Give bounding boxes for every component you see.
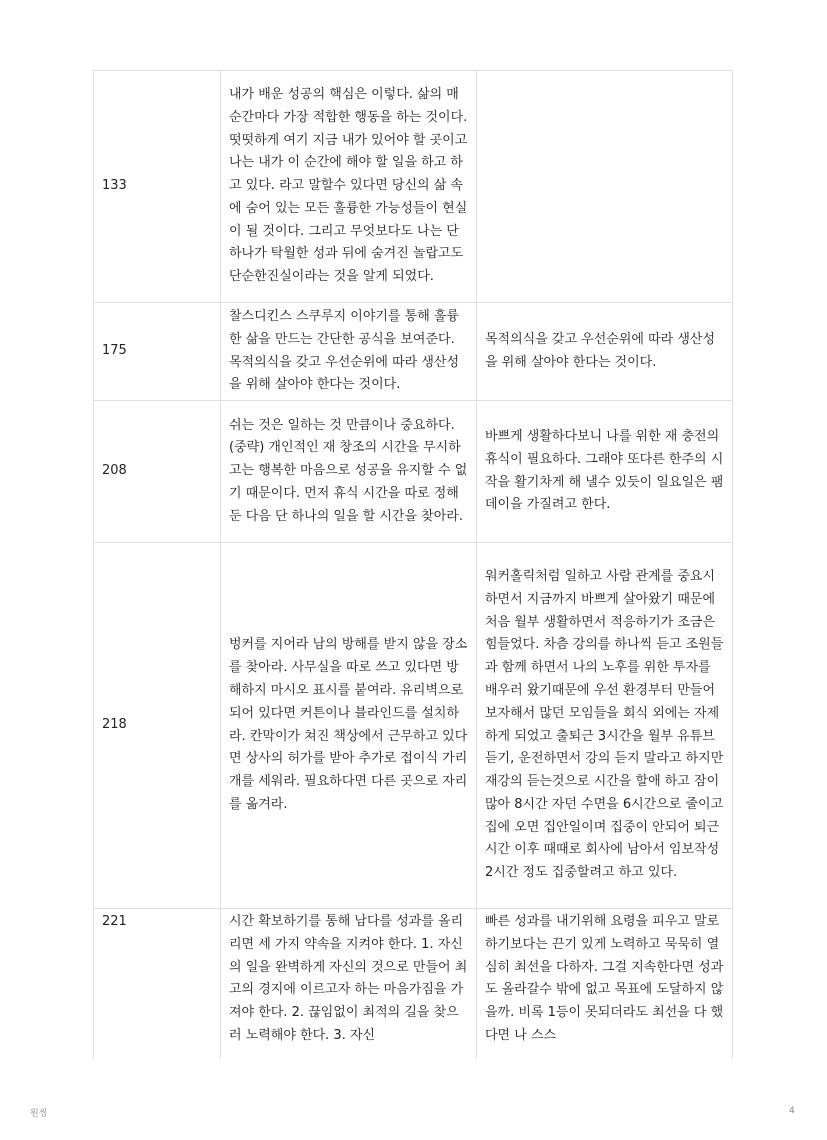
reflection-cell: 목적의식을 갖고 우선순위에 따라 생산성을 위해 살아야 한다는 것이다. xyxy=(477,303,733,401)
excerpt-cell: 찰스디킨스 스쿠루지 이야기를 통해 훌륭한 삶을 만드는 간단한 공식을 보여준다. 목적의식을 갖고 우선순위에 따라 생산성을 위해 살아야 한다는 것이다. xyxy=(221,303,477,401)
reading-notes-table xyxy=(93,70,733,1059)
footer-author: 원씽 xyxy=(30,1109,48,1119)
excerpt-cell: 내가 배운 성공의 핵심은 이렇다. 삶의 매순간마다 가장 적합한 행동을 하는 것이다. 떳떳하게 여기 지금 내가 있어야 할 곳이고 나는 내가 이 순간에 해야 할 일을 하고 하고 있다. 라고 말할수 있다면 당신의 삶 속에 숨어 있는 모든 훌륭한 가능성들이 현실이 될 것이다. 그리고 무엇보다도 나는 단하나가 탁월한 성과 뒤에 숨겨진 놀랍고도 단순한진실이라는 것을 알게 되었다. xyxy=(221,71,477,303)
excerpt-cell: 쉬는 것은 일하는 것 만큼이나 중요하다. (중략) 개인적인 재 창조의 시간을 무시하고는 행복한 마음으로 성공을 유지할 수 없기 때문이다. 먼저 휴식 시간을 따로 정해 둔 다음 단 하나의 일을 할 시간을 찾아라. xyxy=(221,401,477,543)
table-row xyxy=(94,909,733,1059)
excerpt-cell: 시간 확보하기를 통해 남다를 성과를 올리리면 세 가지 약속을 지켜야 한다. 1. 자신의 일을 완벽하게 자신의 것으로 만들어 최고의 경지에 이르고자 하는 마음가짐을 가져야 한다. 2. 끊임없이 최적의 길을 찾으러 노력해야 한다. 3. 자신 xyxy=(221,909,477,1059)
page-number-cell: 221 xyxy=(94,909,221,1059)
reflection-cell: 워커홀릭처럼 일하고 사람 관계를 중요시 하면서 지금까지 바쁘게 살아왔기 때문에 처음 월부 생활하면서 적응하기가 조금은 힘들었다. 차츰 강의를 하나씩 듣고 조원들과 함께 하면서 나의 노후를 위한 투자를 배우러 왔기때문에 우선 환경부터 만들어 보자해서 많던 모임들을 회식 외에는 자제 하게 되었고 출퇴근 3시간을 월부 유튜브듣기, 운전하면서 강의 듣지 말라고 하지만 재강의 듣는것으로 시간을 할애 하고 잠이 많아 8시간 자던 수면을 6시간으로 줄이고 집에 오면 집안일이며 집중이 안되어 퇴근시간 이후 때때로 회사에 남아서 임보작성 2시간 정도 집중할려고 하고 있다. xyxy=(477,543,733,909)
reflection-cell xyxy=(477,71,733,303)
page-number-cell: 208 xyxy=(94,401,221,543)
page-number-cell: 133 xyxy=(94,71,221,303)
excerpt-cell: 벙커를 지어라 남의 방해를 받지 않을 장소를 찾아라. 사무실을 따로 쓰고 있다면 방해하지 마시오 표시를 붙여라. 유리벽으로 되어 있다면 커튼이나 블라인드를 설치하라. 칸막이가 쳐진 책상에서 근무하고 있다면 상사의 허가를 받아 추가로 접이식 가리개를 세워라. 필요하다면 다른 곳으로 자리를 옮겨라. xyxy=(221,543,477,909)
page-number-cell: 175 xyxy=(94,303,221,401)
table-row xyxy=(94,303,733,401)
reflection-cell: 바쁘게 생활하다보니 나를 위한 재 충전의 휴식이 필요하다. 그래야 또다른 한주의 시작을 활기차게 해 낼수 있듯이 일요일은 팸데이을 가질려고 한다. xyxy=(477,401,733,543)
table-row xyxy=(94,71,733,303)
page-number-cell: 218 xyxy=(94,543,221,909)
table-row xyxy=(94,543,733,909)
reflection-cell: 빠른 성과를 내기위해 요령을 피우고 말로 하기보다는 끈기 있게 노력하고 묵묵히 열심히 최선을 다하자. 그걸 지속한다면 성과도 올라갈수 밖에 없고 목표에 도달하지 않을까. 비록 1등이 못되더라도 최선을 다 했다면 나 스스 xyxy=(477,909,733,1059)
footer-page-number: 4 xyxy=(789,1106,795,1116)
table-row xyxy=(94,401,733,543)
